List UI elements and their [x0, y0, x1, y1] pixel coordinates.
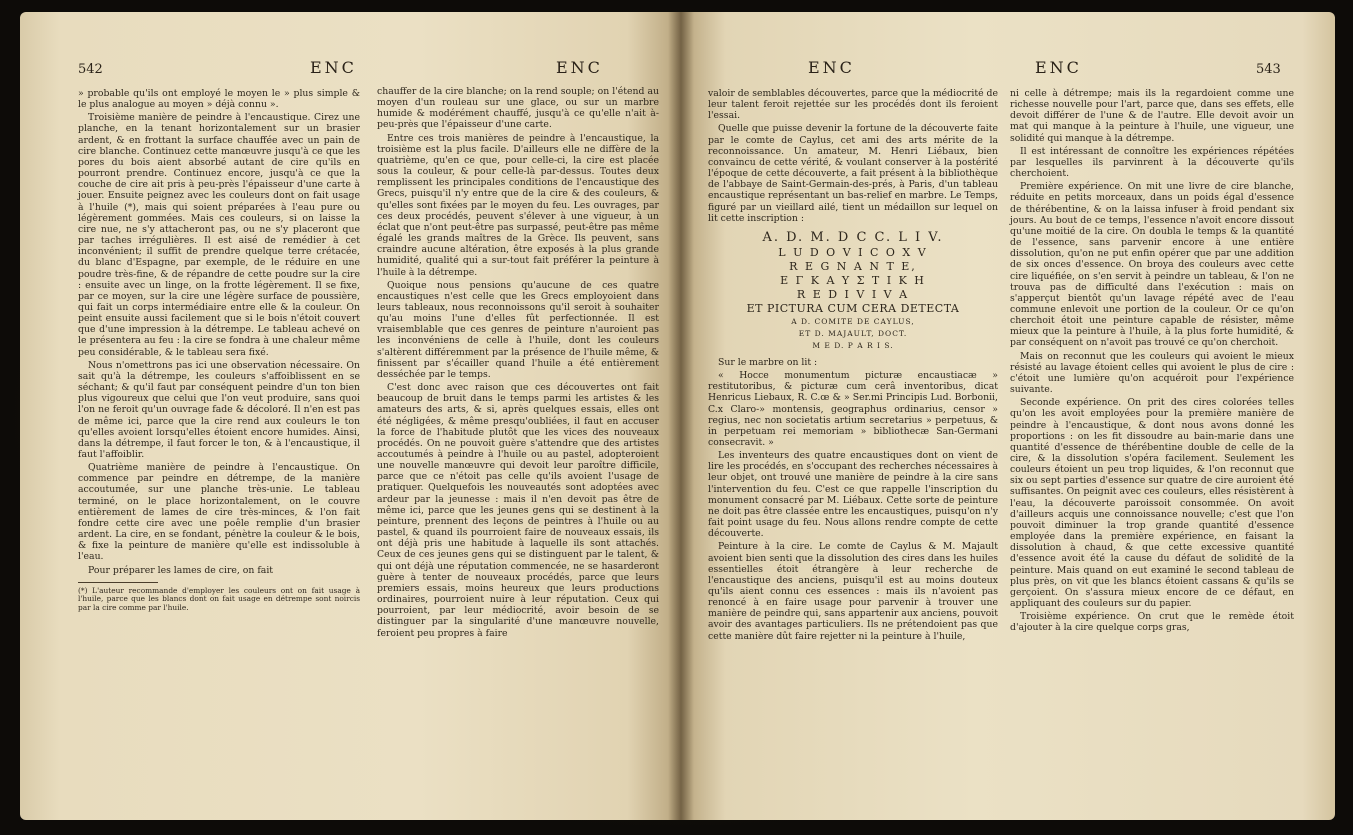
inscription-line: R E D I V I V A [796, 287, 910, 301]
inscription-line: L U D O V I C O X V [778, 245, 928, 259]
right-column-b [1010, 88, 1294, 636]
inscription [708, 230, 998, 351]
paragraph: « Hocce monumentum picturæ encaustiacæ » restitutoribus, & picturæ cum cerâ inventoribus, dicat Henricus Liebaux, R. C.œ & » Ser.mi Principis Lud. Borbonii, C.x Claro-» montensis, geographus ordinarius, censor » regius, nec non societatis artium secretarius » perpetuus, & in perpetuam rei memoriam » bibliothecæ San-Germani consecravit. » [708, 370, 998, 448]
paragraph: Nous n'omettrons pas ici une observation nécessaire. On sait qu'à la détrempe, les couleurs s'affoiblissent en se séchant; & qu'il faut par conséquent peindre d'un ton bien plus vigoureux que celui que l'on veut produire, sans quoi l'on ne feroit qu'un ouvrage fade & décoloré. Il n'en est pas de même ici, parce que la cire rend aux couleurs le ton qu'elles avoient lorsqu'elles étoient encore humides. Ainsi, dans la détrempe, il faut forcer le ton, & à l'encaustique, il faut l'affoiblir. [78, 359, 360, 460]
inscription-line: ET D. MAJAULT, DOCT. [798, 328, 908, 338]
right-column-a [708, 88, 998, 644]
left-page [20, 12, 680, 820]
book-gutter [668, 12, 694, 820]
running-head-left-b: ENC [556, 58, 603, 77]
paragraph: Sur le marbre on lit : [718, 356, 818, 368]
open-book [20, 12, 1335, 827]
paragraph: Il est intéressant de connoître les expériences répétées par lesquelles ils parvinrent à la découverte qu'ils cherchoient. [1010, 145, 1294, 180]
paragraph: ni celle à détrempe; mais ils la regardoient comme une richesse nouvelle pour l'art, parce que, dans ses effets, elle devoit différer de l'une & de l'autre. Elle devoit avoir un mat qui manque à la peinture à l'huile, une vigueur, une solidité qui manque à la détrempe. [1010, 88, 1294, 144]
paragraph: C'est donc avec raison que ces découvertes ont fait beaucoup de bruit dans le temps parmi les artistes & les amateurs des arts, & si, après quelques essais, elles ont été négligées, & même presqu'oubliées, il faut en accuser la force de l'habitude plutôt que les vices des nouveaux procédés. On ne pouvoit guère s'attendre que des artistes accoutumés à peindre à l'huile ou au pastel, adopteroient une nouvelle manœuvre qui devoit leur paroître difficile, parce que ce n'étoit pas celle qu'ils avoient l'usage de pratiquer. Quelquefois les nouveautés sont adoptées avec ardeur par la jeunesse : mais il n'en devoit pas être de même ici, parce que les jeunes gens qui se destinent à la peinture, prennent des leçons de peintres à l'huile ou au pastel, & quand ils pourroient faire de nouveaux essais, ils ont déjà pris une habitude à laquelle ils sont attachés. Ceux de ces jeunes gens qui se distinguent par le talent, & qui ont déjà une réputation commencée, ne se hasarderont guère à tenter de nouveaux procédés, parce que leurs premiers essais, moins heureux que leurs productions ordinaires, pourroient nuire à leur réputation. Ceux qui pourroient, par leur médiocrité, avoir besoin de se distinguer par la singularité d'une manœuvre nouvelle, feroient peu propres à faire [377, 382, 659, 639]
paragraph: Quoique nous pensions qu'aucune de ces quatre encaustiques n'est celle que les Grecs employoient dans leurs tableaux, nous reconnoissons qu'il seroit à souhaiter qu'au moins l'une d'elles fût perfectionnée. Il est vraisemblable que ces genres de peinture n'auroient pas les inconvéniens de celle à l'huile, dont les couleurs s'altèrent différemment par la présence de l'huile même, & finissent par s'écailler quand l'huile a été entièrement desséchée par le temps. [377, 279, 659, 380]
inscription-line: R E G N A N T E, [789, 259, 917, 273]
left-column-b [377, 86, 659, 641]
page-number-right: 543 [1256, 62, 1281, 77]
footnote: (*) L'auteur recommande d'employer les couleurs ont on fait usage à l'huile, parce que les blancs dont on fait usage en détrempe sont noircis par la cire comme par l'huile. [78, 585, 360, 612]
page-number-left: 542 [78, 62, 103, 77]
paragraph: valoir de semblables découvertes, parce que la médiocrité de leur talent feroit rejettée sur les procédés dont ils feroient l'essai. [708, 88, 998, 122]
paragraph: Entre ces trois manières de peindre à l'encaustique, la troisième est la plus facile. D'ailleurs elle ne diffère de la quatrième, qu'en ce que, pour celle-ci, la cire est placée sous la couleur, & pour celle-là par-dessus. Toutes deux remplissent les principales conditions de l'encaustique des Grecs, puisqu'il n'y entre que de la cire & des couleurs, & qu'elles sont fixées par le moyen du feu. Les ouvrages, par ces deux procédés, peuvent s'élever à une vigueur, à un éclat que n'ont peut-être pas surpassé, peut-être pas même égalé les grands maîtres de la Grèce. Ils peuvent, sans craindre aucune altération, être exposés à la plus grande humidité, qualité qui a sur-tout fait préférer la peinture à l'huile à la détrempe. [377, 132, 659, 278]
running-head-left-a: ENC [310, 58, 357, 77]
footnote-rule [78, 582, 158, 583]
inscription-line: M E D. P A R I S. [812, 340, 894, 350]
paragraph: Troisième manière de peindre à l'encaustique. Cirez une planche, en la tenant horizontalement sur un brasier ardent, & en frottant la surface chauffée avec un pain de cire blanche. Continuez cette manœuvre jusqu'à ce que les pores du bois aient absorbé autant de cire qu'ils en pourront prendre. Continuez encore, jusqu'à ce que la couche de cire ait pris à peu-près l'épaisseur d'une carte à jouer. Ensuite peignez avec les couleurs dont on fait usage à l'huile (*), mais qui soient préparées à l'eau pure ou légèrement gommées. Mais ces couleurs, si on laisse la cire nue, ne s'y attacheront pas, ou ne s'y placeront que par taches irrégulières. Il est aisé de remédier à cet inconvénient; il suffit de prendre quelque terre crétacée, du blanc d'Espagne, par exemple, de le réduire en une poudre très-fine, & de répandre de cette poudre sur la cire : ensuite avec un linge, on la frotte légèrement. Il se fixe, par ce moyen, sur la cire une légère surface de poussière, qui fait un corps intermédiaire entre elle & la couleur. On peint ensuite aussi facilement que si le bois n'étoit couvert que d'une impression à la détrempe. Le tableau achevé on le présentera au feu : la cire se fondra à une chaleur même peu considérable, & le tableau sera fixé. [78, 112, 360, 358]
running-head-right-b: ENC [1035, 58, 1082, 77]
inscription-line: A. D. M. D C C. L I V. [762, 229, 944, 245]
running-head-right-a: ENC [808, 58, 855, 77]
right-page [680, 12, 1335, 820]
paragraph: Peinture à la cire. Le comte de Caylus & M. Majault avoient bien senti que la dissolution des cires dans les huiles essentielles étoit étrangère à leur recherche de l'encaustique des anciens, puisqu'il est au moins douteux qu'ils aient connu ces essences : mais ils n'avoient pas renoncé à en faire usage pour parvenir à trouver une manière de peindre qui, sans appartenir aux anciens, pouvoit avoir des avantages particuliers. Ils ne prétendoient pas que cette manière dût faire rejetter ni la peinture à l'huile, [708, 541, 998, 642]
paragraph: » probable qu'ils ont employé le moyen le » plus simple & le plus analogue au moyen » déjà connu ». [78, 88, 360, 111]
inscription-line: A D. COMITE DE CAYLUS, [791, 316, 915, 326]
paragraph: Pour préparer les lames de cire, on fait [88, 564, 274, 576]
inscription-line: ET PICTURA CUM CERA DETECTA [746, 301, 960, 315]
paragraph: chauffer de la cire blanche; on la rend souple; on l'étend au moyen d'un rouleau sur une glace, ou sur un marbre humide & modérément chauffé, jusqu'à ce qu'elle n'ait à-peu-près que l'épaisseur d'une carte. [377, 86, 659, 131]
left-column-a [78, 88, 360, 613]
paragraph: Mais on reconnut que les couleurs qui avoient le mieux résisté au lavage étoient celles qui avoient le plus de cire : c'étoit une lumière qu'on acquéroit pour l'expérience suivante. [1010, 350, 1294, 396]
paragraph: Quelle que puisse devenir la fortune de la découverte faite par le comte de Caylus, cet ami des arts mérite de la reconnoissance. Un amateur, M. Henri Liébaux, bien convaincu de cette vérité, & voulant conserver à la postérité l'époque de cette découverte, a fait présent à la bibliothèque de l'abbaye de Saint-Germain-des-prés, à Paris, d'un tableau encaustique représentant un bas-relief en marbre. Le Temps, figuré par un vieillard ailé, tient un médaillon sur lequel on lit cette inscription : [708, 123, 998, 224]
inscription-line: E Γ K A Y Σ T I K H [780, 273, 926, 287]
paragraph: Les inventeurs des quatre encaustiques dont on vient de lire les procédés, en s'occupant des recherches nécessaires à leur objet, ont trouvé une manière de peindre à la cire sans l'intervention du feu. C'est ce que rappelle l'inscription du monument consacré par M. Liébaux. Cette sorte de peinture ne doit pas être classée entre les encaustiques, puisqu'on n'y fait point usage du feu. Nous allons rendre compte de cette découverte. [708, 450, 998, 540]
paragraph: Troisième expérience. On crut que le remède étoit d'ajouter à la cire quelque corps gras, [1010, 611, 1294, 634]
paragraph: Première expérience. On mit une livre de cire blanche, réduite en petits morceaux, dans un poids égal d'essence de thérébentine, & on la laissa infuser à froid pendant six jours. Au bout de ce temps, l'essence n'avoit encore dissout qu'une moitié de la cire. On doubla le temps & la quantité de l'essence, sans parvenir encore à une entière dissolution, qu'on ne put enfin opérer que par une addition de six onces d'essence. On broya des couleurs avec cette cire liquéfiée, on s'en servit à peindre un tableau, & l'on ne trouva pas de difficulté dans l'exécution : mais on s'apperçut bientôt qu'un lavage répété avec de l'eau commune enlevoit une portion de la couleur. Or ce qu'on cherchoit étoit une peinture capable de résister, même mieux que la peinture à l'huile, à la plus forte humidité, & par conséquent on n'avoit pas trouvé ce qu'on cherchoit. [1010, 181, 1294, 349]
paragraph: Quatrième manière de peindre à l'encaustique. On commence par peindre en détrempe, de la manière accoutumée, sur une planche très-unie. Le tableau terminé, on le place horizontalement, on le couvre entièrement de lames de cire très-minces, & l'on fait fondre cette cire avec une poêle remplie d'un brasier ardent. La cire, en se fondant, pénètre la couleur & le bois, & fixe la peinture de manière qu'elle est indissoluble à l'eau. [78, 462, 360, 563]
paragraph: Seconde expérience. On prit des cires colorées telles qu'on les avoit employées pour la première manière de peindre à l'encaustique, & dont nous avons donné les proportions : on les fit dissoudre au bain-marie dans une quantité d'essence de thérébentine double de celle de la cire, & la dissolution s'opéra facilement. Seulement les couleurs étoient un peu trop liquides, & l'on reconnut que six ou sept parties d'essence sur quatre de cire auroient été suffisantes. On peignit avec ces couleurs, elles résistèrent à l'eau, la découverte paroissoit consommée. On avoit d'ailleurs acquis une connoissance nouvelle; c'est que l'on pouvoit diminuer la trop grande quantité d'essence employée dans la première expérience, en faisant la dissolution à chaud, & que cette excessive quantité d'essence avoit été la cause du défaut de solidité de la peinture. Mais quand on eut examiné le second tableau de plus près, on vit que les blancs étoient cassans & qu'ils se gerçoient. On s'assura mieux encore de ce défaut, en appliquant des couleurs sur du papier. [1010, 397, 1294, 610]
